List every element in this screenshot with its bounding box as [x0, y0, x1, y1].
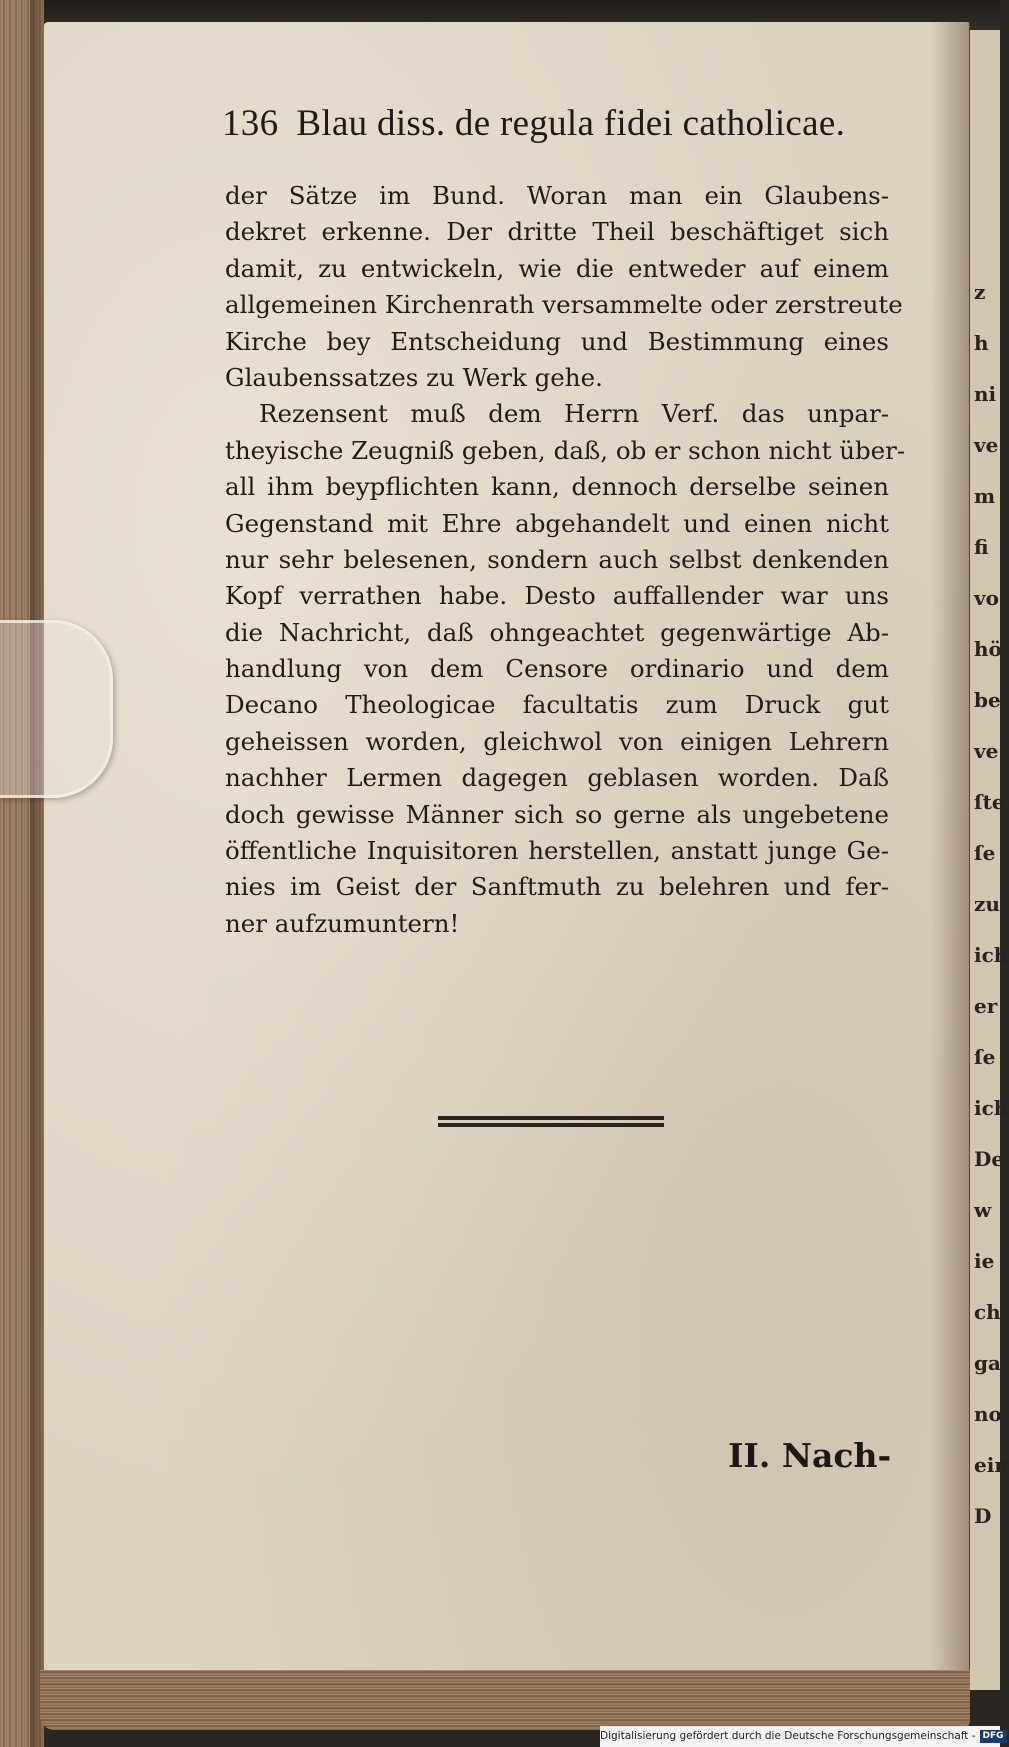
right-page-fragment: vo — [974, 586, 999, 610]
text-line: Kopf verrathen habe. Desto auffallender war uns — [225, 581, 889, 611]
catchword: II. Nach- — [728, 1436, 892, 1475]
right-page-fragment: D — [974, 1504, 992, 1528]
right-page-fragment: ſe — [974, 1045, 996, 1069]
right-page-fragment: ſe — [974, 841, 996, 865]
digitization-credit — [600, 1726, 1004, 1747]
body-text — [225, 178, 906, 942]
text-line: Gegenstand mit Ehre abgehandelt und einen nicht — [225, 508, 889, 538]
running-head-title: Blau diss. de regula fidei catholicae. — [296, 103, 846, 144]
right-page-fragment: fi — [974, 535, 989, 559]
right-page-fragment: ni — [974, 382, 997, 406]
bottom-page-edges — [40, 1670, 970, 1730]
right-page-fragment: ein — [974, 1453, 1009, 1477]
text-line: Decano Theologicae facultatis zum Druck gut — [225, 690, 889, 720]
text-line: geheissen worden, gleichwol von einigen Lehrern — [225, 726, 889, 756]
text-line: der Sätze im Bund. Woran man ein Glaubens- — [225, 181, 889, 210]
text-line: ner aufzumuntern! — [225, 908, 460, 938]
page-gutter-shadow — [930, 22, 970, 1672]
right-page-fragment: ich — [974, 1096, 1009, 1120]
text-line: theyische Zeugniß geben, daß, ob er schon nicht über- — [225, 435, 906, 465]
right-page-fragment: z — [974, 280, 986, 304]
right-neighbour-page — [970, 30, 1009, 1690]
text-line: allgemeinen Kirchenrath versammelte oder zerstreute — [225, 290, 903, 320]
running-header — [222, 102, 882, 145]
bookmark-clip — [0, 620, 113, 798]
ornament-bar — [438, 1123, 664, 1127]
text-line: doch gewisse Männer sich so gerne als ungebetene — [225, 799, 889, 829]
right-page-fragment: ve — [974, 433, 999, 457]
text-line: öffentliche Inquisitoren herstellen, anstatt junge Ge- — [225, 836, 889, 866]
right-page-fragment: be — [974, 688, 1001, 712]
credit-text: Digitalisierung gefördert durch die Deutsche Forschungsgemeinschaft - — [600, 1730, 976, 1742]
right-page-fragment: er — [974, 994, 998, 1018]
right-page-fragment: ga — [974, 1351, 1001, 1375]
text-line: Kirche bey Entscheidung und Bestimmung eines — [225, 326, 889, 356]
text-line: all ihm beypflichten kann, dennoch derselbe seinen — [225, 472, 889, 502]
right-page-fragment: m — [974, 484, 996, 508]
text-line: Rezensent muß dem Herrn Verf. das unpar- — [259, 399, 889, 429]
text-line: nies im Geist der Sanftmuth zu belehren und fer- — [225, 872, 889, 902]
right-page-fragment: w — [974, 1198, 992, 1222]
ornament-rule — [438, 1116, 664, 1130]
text-line: nachher Lermen dagegen geblasen worden. Daß — [225, 763, 889, 793]
right-page-fragment: ſte — [974, 790, 1005, 814]
page-number: 136 — [222, 103, 279, 144]
right-page-fragment: ch — [974, 1300, 1001, 1324]
text-line: die Nachricht, daß ohngeachtet gegenwärtige Ab- — [225, 617, 889, 647]
right-page-fragment: ie — [974, 1249, 995, 1273]
text-line: nur sehr belesenen, sondern auch selbst denkenden — [225, 544, 889, 574]
right-page-fragment: De — [974, 1147, 1005, 1171]
dfg-logo-icon: DFG — [980, 1730, 1007, 1743]
text-line: handlung von dem Censore ordinario und dem — [225, 654, 889, 684]
right-page-fragment: ve — [974, 739, 999, 763]
right-page-fragment: h — [974, 331, 989, 355]
right-page-fragment: no — [974, 1402, 1002, 1426]
text-line: damit, zu entwickeln, wie die entweder auf einem — [225, 253, 889, 283]
right-page-fragment: zu — [974, 892, 1000, 916]
text-line: Glaubenssatzes zu Werk gehe. — [225, 362, 603, 392]
text-line: dekret erkenne. Der dritte Theil beschäftiget sich — [225, 217, 889, 247]
ornament-bar — [438, 1116, 664, 1120]
right-page-fragment: hö — [974, 637, 1002, 661]
right-page-fragment: ich — [974, 943, 1009, 967]
